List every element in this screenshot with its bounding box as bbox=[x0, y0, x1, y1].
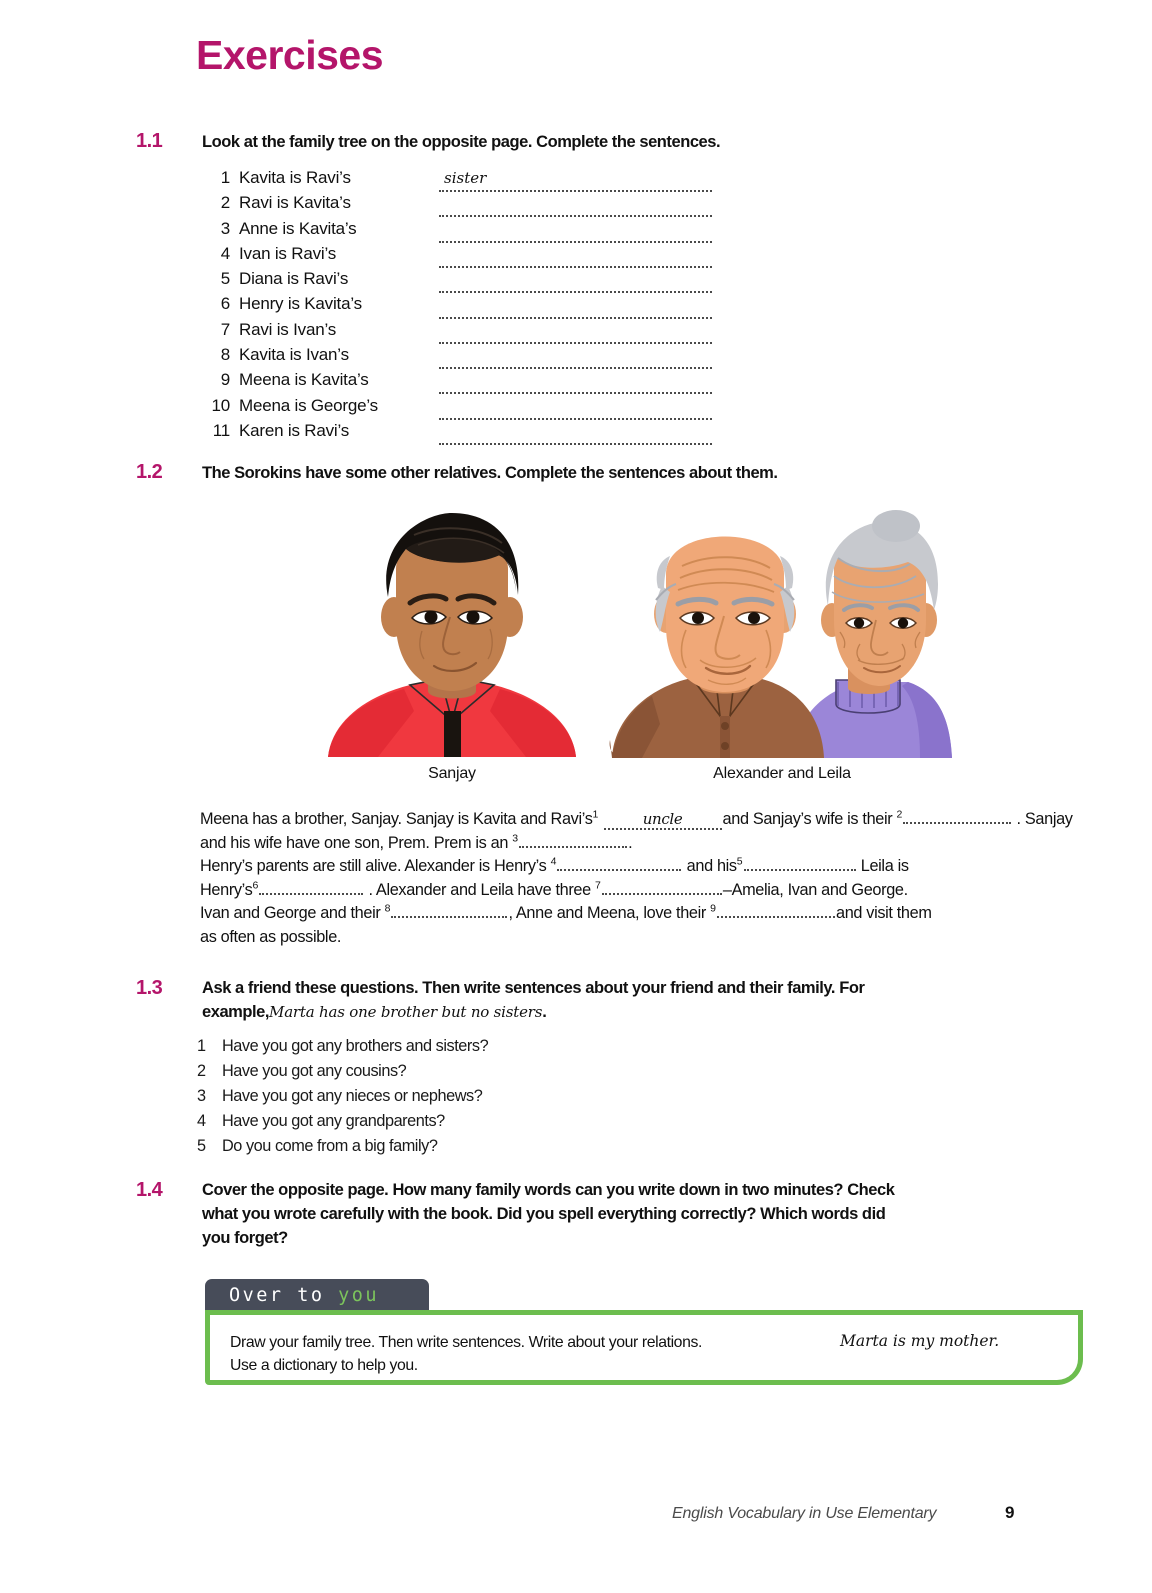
list-item bbox=[196, 345, 378, 370]
exercise-instruction-1-2: The Sorokins have some other relatives. Complete the sentences about them. bbox=[202, 464, 778, 482]
para-text-13: and visit them bbox=[835, 904, 932, 923]
list-item bbox=[197, 1087, 488, 1112]
list-item-text: Kavita is Ivan’s bbox=[239, 345, 349, 365]
list-item-text: Meena is George’s bbox=[239, 395, 378, 415]
instruction-1-4-line-2: what you wrote carefully with the book. Did you spell everything correctly? Which words did bbox=[202, 1204, 886, 1223]
list-item-text: Meena is Kavita’s bbox=[239, 370, 369, 390]
list-item-number: 1 bbox=[197, 1037, 206, 1055]
footer-book-title: English Vocabulary in Use Elementary bbox=[672, 1505, 937, 1522]
gap-marker-3: 3 bbox=[512, 832, 519, 845]
list-item bbox=[196, 396, 378, 421]
over-to-you-label-green: you bbox=[338, 1285, 380, 1306]
gap-marker-5: 5 bbox=[736, 855, 743, 868]
list-item bbox=[196, 294, 378, 319]
list-item-text: Ivan is Ravi’s bbox=[239, 243, 337, 263]
list-item-text: Karen is Ravi’s bbox=[239, 420, 350, 440]
list-item bbox=[196, 320, 378, 345]
para-text-11: Ivan and George and their bbox=[200, 904, 381, 923]
para-text-14: as often as possible. bbox=[200, 927, 342, 946]
gap-blank-6[interactable] bbox=[259, 879, 363, 895]
gap-marker-6: 6 bbox=[252, 879, 259, 892]
list-item-text: Have you got any cousins? bbox=[222, 1062, 407, 1080]
list-item-text: Have you got any grandparents? bbox=[222, 1112, 445, 1130]
list-item-number: 5 bbox=[197, 1137, 206, 1155]
answer-blank-line[interactable] bbox=[439, 188, 712, 192]
para-text-8: Henry’s bbox=[200, 880, 253, 899]
list-item-number: 1 bbox=[220, 168, 230, 187]
list-item-number: 5 bbox=[220, 269, 230, 289]
answer-blank-line[interactable] bbox=[439, 315, 712, 319]
answer-blank-line[interactable] bbox=[439, 390, 712, 394]
gap-blank-4[interactable] bbox=[557, 855, 681, 871]
exercise-1-1-list bbox=[196, 168, 487, 446]
gap-blank-9[interactable] bbox=[717, 902, 835, 918]
list-item bbox=[196, 421, 378, 446]
gap-blank-3[interactable] bbox=[519, 832, 627, 848]
gap-blank-5[interactable] bbox=[744, 855, 856, 871]
list-item bbox=[196, 370, 378, 395]
example-period: . bbox=[542, 1002, 547, 1021]
gap-blank-7[interactable] bbox=[602, 879, 722, 895]
list-item bbox=[197, 1112, 488, 1137]
list-item bbox=[196, 219, 378, 244]
example-sentence: Marta has one brother but no sisters bbox=[269, 1002, 543, 1021]
exercise-1-2-paragraph bbox=[200, 808, 1082, 950]
exercise-number-1-4: 1.4 bbox=[136, 1179, 163, 1201]
list-item-text: Henry is Kavita’s bbox=[239, 294, 362, 314]
gap-marker-2: 2 bbox=[896, 808, 903, 821]
answer-text[interactable]: sister bbox=[444, 169, 487, 187]
list-item-text: Diana is Ravi’s bbox=[239, 269, 349, 289]
exercise-instruction-1-3 bbox=[202, 977, 1022, 1025]
over-to-you-line-1: Draw your family tree. Then write sentences. Write about your relations. bbox=[230, 1334, 702, 1351]
list-item-number: 2 bbox=[197, 1062, 206, 1080]
para-text-6: and his bbox=[686, 857, 737, 876]
list-item-number: 4 bbox=[197, 1112, 206, 1130]
list-item-number: 11 bbox=[212, 420, 230, 440]
list-item bbox=[196, 244, 378, 269]
gap-marker-7: 7 bbox=[595, 879, 601, 892]
alexander-and-leila-illustration bbox=[608, 510, 956, 758]
over-to-you-label-white: Over to bbox=[229, 1285, 325, 1306]
list-item-number: 3 bbox=[197, 1087, 206, 1105]
para-text-9: . Alexander and Leila have three bbox=[368, 880, 591, 899]
instruction-1-4-line-3: you forget? bbox=[202, 1228, 288, 1247]
list-item-number: 10 bbox=[211, 395, 230, 415]
answer-blank-line[interactable] bbox=[439, 264, 712, 268]
list-item-text: Have you got any brothers and sisters? bbox=[222, 1037, 489, 1055]
gap-marker-9: 9 bbox=[710, 902, 716, 915]
exercise-instruction-1-4 bbox=[202, 1179, 1052, 1251]
gap-answer-1[interactable]: uncle bbox=[604, 811, 722, 830]
sanjay-illustration bbox=[318, 505, 586, 757]
para-text-12: , Anne and Meena, love their bbox=[508, 904, 706, 923]
over-to-you-text bbox=[230, 1331, 850, 1377]
para-text-10: –Amelia, Ivan and George. bbox=[722, 880, 908, 899]
exercise-number-1-3: 1.3 bbox=[136, 977, 163, 999]
instruction-line-2: example, bbox=[202, 1002, 270, 1021]
list-item-number: 8 bbox=[220, 345, 230, 365]
list-item-number: 3 bbox=[220, 218, 230, 238]
list-item-text: Anne is Kavita’s bbox=[239, 218, 357, 238]
gap-marker-8: 8 bbox=[384, 902, 391, 915]
list-item bbox=[197, 1137, 488, 1162]
over-to-you-tab bbox=[205, 1279, 429, 1312]
gap-marker-4: 4 bbox=[550, 855, 557, 868]
exercise-number-1-2: 1.2 bbox=[136, 461, 163, 483]
para-text-5: Henry’s parents are still alive. Alexander is Henry’s bbox=[200, 857, 547, 876]
list-item-number: 7 bbox=[220, 319, 230, 339]
list-item-number: 6 bbox=[220, 294, 230, 314]
exercise-1-3-list bbox=[197, 1037, 488, 1162]
answer-blank-line[interactable] bbox=[439, 441, 712, 445]
para-text-3: . Sanjay and his wife have one son, Prem. Prem is an bbox=[200, 810, 1073, 852]
instruction-1-4-line-1: Cover the opposite page. How many family words can you write down in two minutes? Check bbox=[202, 1181, 895, 1199]
gap-blank-8[interactable] bbox=[391, 902, 507, 918]
list-item-text: Ravi is Kavita’s bbox=[239, 193, 351, 213]
para-text-1: Meena has a brother, Sanjay. Sanjay is Kavita and Ravi’s bbox=[200, 810, 593, 828]
answer-blank-line[interactable] bbox=[439, 213, 712, 217]
figure-caption-sanjay: Sanjay bbox=[428, 765, 476, 782]
answer-blank-line[interactable] bbox=[439, 340, 712, 344]
list-item bbox=[197, 1062, 488, 1087]
instruction-line-1: Ask a friend these questions. Then write sentences about your friend and their family. For bbox=[202, 979, 865, 997]
over-to-you-line-2: Use a dictionary to help you. bbox=[230, 1357, 418, 1374]
para-text-2: and Sanjay’s wife is their bbox=[722, 810, 893, 828]
alexander-and-leila-portrait bbox=[608, 510, 956, 758]
list-item-number: 4 bbox=[220, 243, 230, 263]
list-item-number: 9 bbox=[220, 370, 230, 390]
gap-blank-2[interactable] bbox=[903, 808, 1011, 824]
list-item bbox=[197, 1037, 488, 1062]
answer-blank-line[interactable] bbox=[439, 289, 712, 293]
list-item-text: Kavita is Ravi’s bbox=[239, 168, 351, 187]
answer-blank-line[interactable] bbox=[439, 365, 712, 369]
page-title: Exercises bbox=[196, 32, 384, 78]
footer-page-number: 9 bbox=[1005, 1503, 1015, 1522]
answer-blank-line[interactable] bbox=[439, 239, 712, 243]
list-item bbox=[196, 168, 378, 193]
list-item-text: Have you got any nieces or nephews? bbox=[222, 1087, 483, 1105]
answer-blank-line[interactable] bbox=[439, 416, 712, 420]
exercise-instruction-1-1: Look at the family tree on the opposite page. Complete the sentences. bbox=[202, 133, 721, 151]
figure-caption-alexander-leila: Alexander and Leila bbox=[713, 765, 851, 782]
list-item-number: 2 bbox=[220, 193, 230, 213]
list-item-text: Ravi is Ivan’s bbox=[239, 319, 337, 339]
over-to-you-example: Marta is my mother. bbox=[840, 1332, 1000, 1350]
exercise-number-1-1: 1.1 bbox=[136, 130, 163, 152]
gap-marker-1: 1 bbox=[592, 808, 599, 821]
para-text-4: . bbox=[628, 833, 633, 852]
list-item-text: Do you come from a big family? bbox=[222, 1137, 438, 1155]
para-text-7: Leila is bbox=[860, 857, 909, 876]
list-item bbox=[196, 269, 378, 294]
sanjay-portrait bbox=[318, 505, 586, 757]
list-item bbox=[196, 193, 378, 218]
